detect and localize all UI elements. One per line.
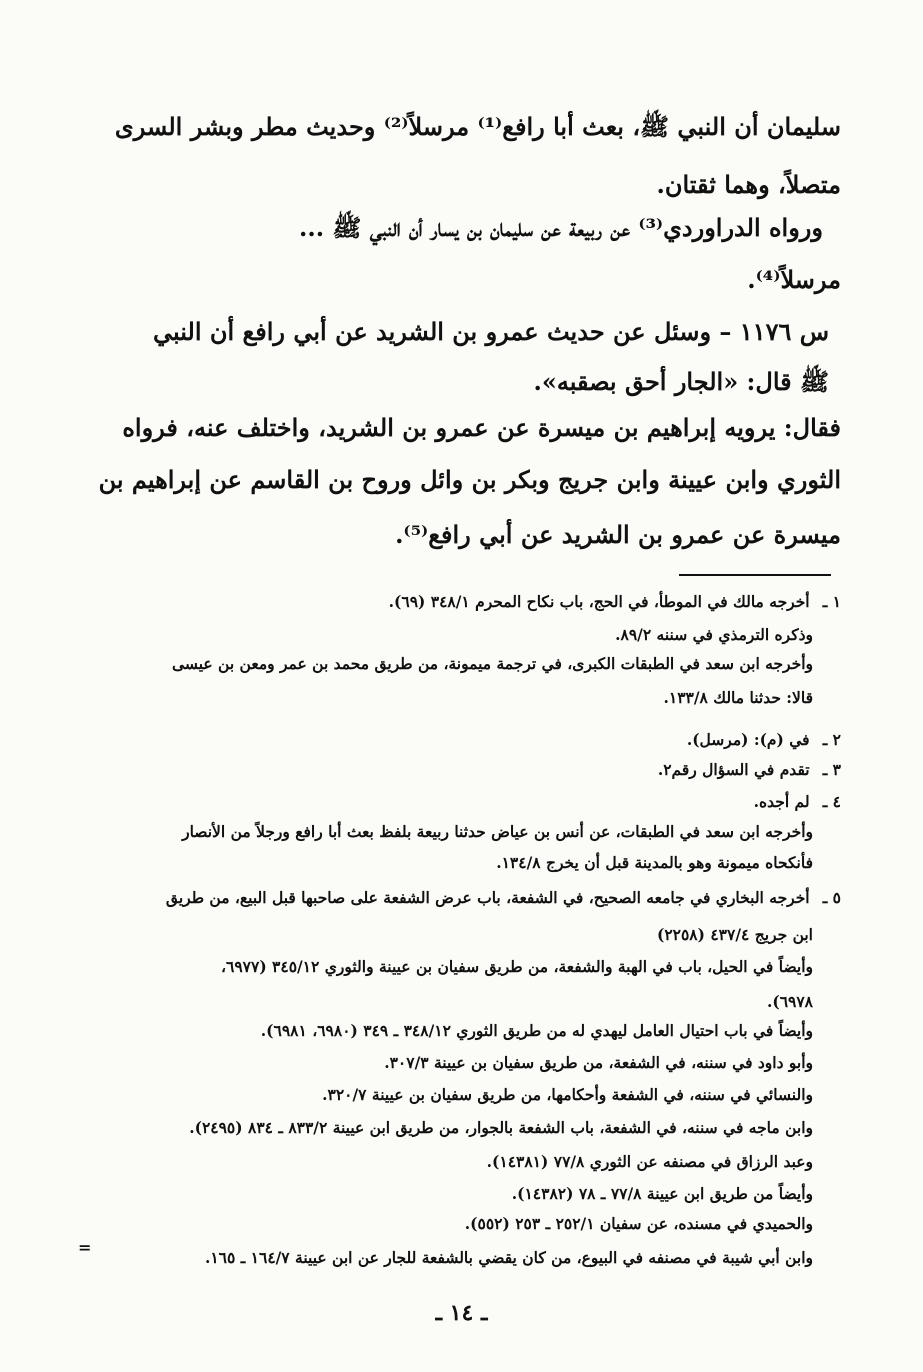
- footnote-number: ٢ ـ: [822, 730, 841, 749]
- body-line-8: الثوري وابن عيينة وابن جريج وبكر بن وائل وروح بن القاسم عن إبراهيم بن: [98, 465, 841, 494]
- footnote-line: ٦٩٧٨).: [766, 992, 813, 1011]
- footnote-text: أخرجه البخاري في جامعه الصحيح، في الشفعة، باب عرض الشفعة على صاحبها قبل البيع، من طريق: [165, 888, 810, 907]
- footnote-text: أخرجه مالك في الموطأ، في الحج، باب نكاح المحرم ٣٤٨/١ (٦٩).: [388, 592, 810, 611]
- footnote-line: وأيضاً من طريق ابن عيينة ٧٧/٨ ـ ٧٨ (١٤٣٨٢).: [511, 1184, 813, 1203]
- footnote-line: قالا: حدثنا مالك ١٣٣/٨.: [663, 688, 813, 707]
- footnote-line: [658, 760, 841, 779]
- footnote-separator: [679, 574, 831, 576]
- footnote-line: فأنكحاه ميمونة وهو بالمدينة قبل أن يخرج ١٣٤/٨.: [496, 853, 813, 872]
- footnote-line: ابن جريج ٤٣٧/٤ (٢٢٥٨): [656, 925, 813, 944]
- footnote-line: وأيضاً في باب احتيال العامل ليهدي له من طريق الثوري ٣٤٨/١٢ ـ ٣٤٩ (٦٩٨٠، ٦٩٨١).: [260, 1021, 813, 1040]
- footnote-line: [389, 592, 841, 611]
- footnote-text: تقدم في السؤال رقم٢.: [657, 760, 810, 779]
- footnote-number: ٥ ـ: [822, 888, 841, 907]
- question-heading-line: س ١١٧٦ – وسئل عن حديث عمرو بن الشريد عن أبي رافع أن النبي: [153, 317, 829, 346]
- footnote-line: وابن ماجه في سننه، في الشفعة، باب الشفعة بالجوار، من طريق ابن عيينة ٨٣٣/٢ ـ ٨٣٤ (٢٤٩٥).: [189, 1118, 813, 1137]
- footnote-number: ١ ـ: [822, 592, 841, 611]
- footnote-number: ٤ ـ: [822, 792, 841, 811]
- footnote-line: [754, 792, 841, 811]
- body-line-7: فقال: يرويه إبراهيم بن ميسرة عن عمرو بن الشريد، واختلف عنه، فرواه: [122, 413, 841, 442]
- footnote-line: وأخرجه ابن سعد في الطبقات، عن أنس بن عياض حدثنا ربيعة بلفظ بعث أبا رافع ورجلاً من الأنصار: [182, 822, 813, 841]
- body-line-9: ميسرة عن عمرو بن الشريد عن أبي رافع⁽⁵⁾.: [395, 520, 841, 549]
- footnote-number: ٣ ـ: [822, 760, 841, 779]
- footnote-text: في (م): (مرسل).: [686, 730, 810, 749]
- footnote-line: والحميدي في مسنده، عن سفيان ٢٥٢/١ ـ ٢٥٣ (٥٥٢).: [464, 1214, 813, 1233]
- body-line-3: ورواه الدراوردي⁽³⁾ عن ربيعة عن سليمان بن يسار أن النبي ﷺ ...: [298, 213, 823, 242]
- footnote-line: وعبد الرزاق في مصنفه عن الثوري ٧٧/٨ (١٤٣٨١).: [486, 1152, 813, 1171]
- body-line-4: مرسلاً⁽⁴⁾.: [747, 265, 841, 294]
- continuation-mark: =: [78, 1238, 92, 1257]
- footnote-line: وأيضاً في الحيل، باب في الهبة والشفعة، من طريق سفيان بن عيينة والثوري ٣٤٥/١٢ (٦٩٧٧،: [220, 957, 813, 976]
- footnote-line: وذكره الترمذي في سننه ٨٩/٢.: [615, 625, 813, 644]
- footnote-line: [687, 730, 841, 749]
- body-line-6: ﷺ قال: «الجار أحق بصقبه».: [533, 367, 829, 396]
- page-number: ـ ١٤ ـ: [435, 1300, 488, 1326]
- body-line-1: سليمان أن النبي ﷺ، بعث أبا رافع⁽¹⁾ مرسلاً⁽²⁾ وحديث مطر وبشر السرى: [114, 112, 841, 141]
- body-line-2: متصلاً، وهما ثقتان.: [656, 170, 841, 199]
- footnote-line: وابن أبي شيبة في مصنفه في البيوع، من كان يقضي بالشفعة للجار عن ابن عيينة ١٦٤/٧ ـ ١٦٥.: [204, 1248, 813, 1267]
- footnote-line: [166, 888, 841, 907]
- footnote-line: وأخرجه ابن سعد في الطبقات الكبرى، في ترجمة ميمونة، من طريق محمد بن عمر ومعن بن عيسى: [171, 654, 813, 673]
- footnote-line: وأبو داود في سننه، في الشفعة، من طريق سفيان بن عيينة ٣٠٧/٣.: [384, 1053, 813, 1072]
- footnote-text: لم أجده.: [753, 792, 810, 811]
- footnote-line: والنسائي في سننه، في الشفعة وأحكامها، من طريق سفيان بن عيينة ٣٢٠/٧.: [322, 1085, 813, 1104]
